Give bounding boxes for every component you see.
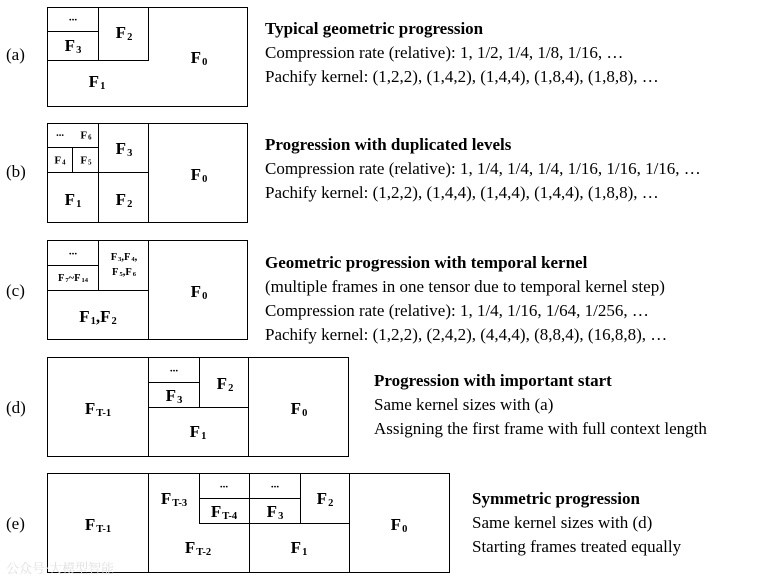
description-title: Geometric progression with temporal kernel [265, 253, 588, 272]
description-d [374, 369, 707, 441]
row-label-b: (b) [6, 162, 26, 181]
description-a [265, 17, 659, 89]
row-label-c: (c) [6, 281, 25, 300]
frame-label-f2: $F_2$ [115, 190, 133, 211]
description-line: Pachify kernel: (1,2,2), (1,4,4), (1,4,4), (1,4,4), (1,8,8), … [265, 183, 659, 202]
frame-label-f7-f14: $F_7\sim F_{14}$ [57, 272, 89, 284]
frame-label-f2: $F_2$ [115, 23, 133, 44]
description-title: Progression with duplicated levels [265, 135, 512, 154]
frame-label-f0: $F_0$ [190, 282, 208, 303]
frame-label-f6: $F_6$ [80, 129, 92, 142]
frame-label-f3: $F_3$ [115, 139, 133, 160]
description-line: Pachify kernel: (1,2,2), (2,4,2), (4,4,4), (8,8,4), (16,8,8), … [265, 325, 668, 344]
description-title: Typical geometric progression [265, 19, 484, 38]
frame-label-f4: $F_4$ [54, 154, 66, 167]
description-b [265, 133, 701, 205]
description-line: Pachify kernel: (1,2,2), (1,4,2), (1,4,4), (1,8,4), (1,8,8), … [265, 67, 659, 86]
dots-label: ... [56, 127, 64, 139]
frame-label-f3: $F_3$ [165, 386, 183, 407]
frame-label-f1: $F_1$ [189, 422, 207, 443]
frame-label-f3: $F_3$ [266, 502, 284, 523]
frame-label-ft2: $F_{T-2}$ [184, 538, 212, 559]
frame-label-f0: $F_0$ [190, 165, 208, 186]
description-line: (multiple frames in one tensor due to temporal kernel step) [265, 277, 665, 296]
frame-label-ft3: $F_{T-3}$ [160, 489, 188, 510]
frame-label-f5: $F_5$ [80, 154, 92, 167]
frame-label-f5-f6: $F_5,F_6$ [112, 266, 136, 278]
description-c [265, 251, 667, 347]
dots-label: ... [270, 478, 280, 491]
row-label-d: (d) [6, 398, 26, 417]
description-line: Compression rate (relative): 1, 1/4, 1/4, 1/4, 1/16, 1/16, 1/16, … [265, 159, 701, 178]
description-e [472, 487, 681, 559]
frame-label-f0: $F_0$ [290, 399, 308, 420]
row-label-e: (e) [6, 514, 25, 533]
row-label-a: (a) [6, 45, 25, 64]
frame-label-f1-f2: $F_1,F_2$ [79, 307, 117, 328]
frame-label-f1: $F_1$ [290, 538, 308, 559]
frame-label-f3-f4: $F_3,F_4$, [110, 251, 138, 263]
frame-label-f3: $F_3$ [64, 36, 82, 57]
description-line: Same kernel sizes with (a) [374, 395, 554, 414]
frame-label-f2: $F_2$ [316, 489, 334, 510]
frame-label-f2: $F_2$ [216, 374, 234, 395]
description-line: Assigning the first frame with full context length [374, 419, 707, 438]
description-title: Progression with important start [374, 371, 612, 390]
dots-label: ... [68, 11, 78, 24]
description-line: Same kernel sizes with (d) [472, 513, 653, 532]
frame-label-ft1: $F_{T-1}$ [84, 515, 112, 536]
frame-label-ft1: $F_{T-1}$ [84, 399, 112, 420]
dots-label: ... [169, 362, 179, 375]
description-line: Compression rate (relative): 1, 1/2, 1/4, 1/8, 1/16, … [265, 43, 624, 62]
dots-label: ... [219, 478, 229, 491]
frame-label-f0: $F_0$ [190, 48, 208, 69]
description-line: Starting frames treated equally [472, 537, 682, 556]
frame-label-f0: $F_0$ [390, 515, 408, 536]
frame-label-ft4: $F_{T-4}$ [210, 502, 238, 523]
description-line: Compression rate (relative): 1, 1/4, 1/16, 1/64, 1/256, … [265, 301, 649, 320]
frame-label-f1: $F_1$ [64, 190, 82, 211]
frame-label-f1: $F_1$ [88, 72, 106, 93]
watermark-logo: 公众号·大模型智能 [6, 562, 115, 577]
dots-label: ... [68, 245, 78, 258]
description-title: Symmetric progression [472, 489, 640, 508]
